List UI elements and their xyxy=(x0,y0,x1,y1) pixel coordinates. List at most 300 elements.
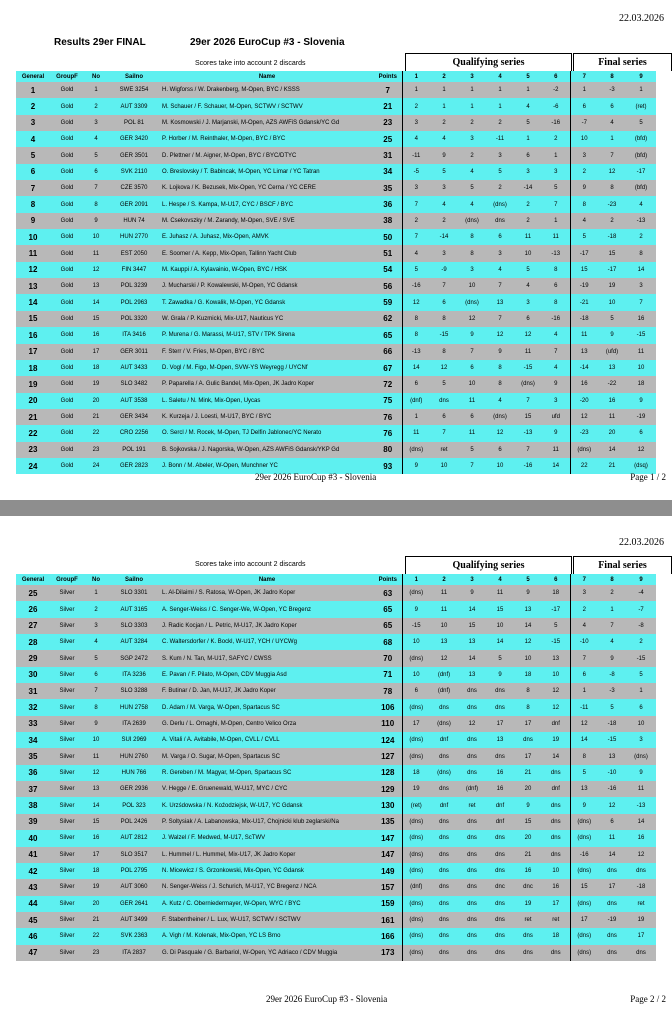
cell-race-6: dnf xyxy=(551,720,560,727)
qualifying-series-header: Qualifying series xyxy=(405,556,572,574)
cell-race-8: 7 xyxy=(610,152,614,159)
cell-race-5: 7 xyxy=(526,397,530,404)
cell-group: Silver xyxy=(59,737,75,744)
cell-race-5: 12 xyxy=(524,332,532,339)
cell-race-3: 13 xyxy=(468,639,476,646)
cell-race-2: 3 xyxy=(442,250,446,257)
cell-race-2: dns xyxy=(439,835,449,842)
cell-race-5: 17 xyxy=(524,720,532,727)
cell-race-9: 12 xyxy=(637,446,645,453)
cell-sailno: AUT 2812 xyxy=(120,835,148,842)
cell-race-8: 15 xyxy=(608,250,616,257)
cell-race-3: 10 xyxy=(468,381,476,388)
cell-race-6: 7 xyxy=(554,348,558,355)
table-row xyxy=(16,765,656,781)
cell-name: D. Vogl / M. Figo, M-Open, SVW-YS Weyregg / UYCNf xyxy=(162,365,308,372)
cell-race-4: dnc xyxy=(495,884,505,891)
cell-race-6: -13 xyxy=(551,250,561,257)
discard-note: Scores take into account 2 discards xyxy=(195,60,306,67)
cell-race-9: 6 xyxy=(639,430,643,437)
cell-race-6: 4 xyxy=(554,365,558,372)
cell-race-4: dns xyxy=(495,868,505,875)
cell-group: Gold xyxy=(60,266,74,273)
cell-race-5: 11 xyxy=(524,234,532,241)
cell-group: Silver xyxy=(59,818,75,825)
table-row xyxy=(16,147,656,163)
footer-event: 29er 2026 EuroCup #3 - Slovenia xyxy=(255,472,377,482)
cell-race-9: 3 xyxy=(639,737,643,744)
cell-race-1: 4 xyxy=(402,131,430,147)
header-race-8: 8 xyxy=(610,576,614,583)
table-row xyxy=(16,650,656,666)
table-row xyxy=(16,699,656,715)
cell-points: 65 xyxy=(383,330,393,340)
cell-group: Silver xyxy=(59,720,75,727)
cell-race-5: 21 xyxy=(524,851,532,858)
cell-general: 31 xyxy=(28,686,38,696)
cell-race-2: 4 xyxy=(442,136,446,143)
cell-no: 10 xyxy=(92,737,100,744)
cell-race-8: dns xyxy=(607,933,617,940)
cell-race-6: dnf xyxy=(551,786,560,793)
cell-group: Silver xyxy=(59,671,75,678)
cell-sailno: GER 2091 xyxy=(119,201,149,208)
cell-race-7: 3 xyxy=(570,585,598,601)
cell-race-6: dns xyxy=(550,818,561,825)
cell-points: 38 xyxy=(383,216,393,226)
cell-name: L. Saletu / N. Mink, Mix-Open, Uycas xyxy=(162,397,261,404)
cell-general: 47 xyxy=(28,948,38,958)
cell-race-2: -14 xyxy=(439,234,449,241)
cell-race-6: 19 xyxy=(552,737,560,744)
cell-race-1: -16 xyxy=(402,278,430,294)
cell-sailno: HUN 766 xyxy=(121,769,147,776)
cell-group: Silver xyxy=(59,639,75,646)
header-race-9: 9 xyxy=(639,576,643,583)
cell-general: 16 xyxy=(28,330,38,340)
cell-race-3: 14 xyxy=(468,655,476,662)
cell-race-1: 11 xyxy=(402,425,430,441)
cell-race-7: 12 xyxy=(570,716,598,732)
cell-name: P. Paparella / A. Gulic Bandel, Mix-Open, JK Jadro Koper xyxy=(162,381,314,388)
cell-no: 9 xyxy=(94,217,98,224)
cell-race-4: 1 xyxy=(498,87,502,94)
cell-sailno: POL 2795 xyxy=(120,868,148,875)
cell-race-6: 10 xyxy=(552,868,560,875)
header-group: GroupF xyxy=(56,73,78,80)
cell-race-7: 1 xyxy=(570,683,598,699)
cell-race-1: 7 xyxy=(402,229,430,245)
cell-race-3: 7 xyxy=(470,348,474,355)
header-no: No xyxy=(92,576,100,583)
cell-race-4: 6 xyxy=(498,234,502,241)
header-race-4: 4 xyxy=(498,576,502,583)
cell-sailno: SLO 3301 xyxy=(120,590,148,597)
cell-race-6: dns xyxy=(550,851,561,858)
cell-race-6: 14 xyxy=(552,753,560,760)
cell-race-3: dns xyxy=(467,769,477,776)
cell-general: 12 xyxy=(28,265,38,275)
cell-race-5: dns xyxy=(523,949,533,956)
cell-group: Silver xyxy=(59,949,75,956)
cell-race-7: (dns) xyxy=(570,863,598,879)
cell-race-2: dns xyxy=(439,818,449,825)
cell-race-8: -19 xyxy=(607,917,617,924)
cell-name: L. Hummel / L. Hummel, Mix-U17, JK Jadro Koper xyxy=(162,851,296,858)
cell-general: 33 xyxy=(28,719,38,729)
cell-name: J. Radic Kocjan / L. Petric, M-U17, JK Jadro Koper xyxy=(162,622,297,629)
cell-points: 71 xyxy=(383,670,393,680)
cell-points: 147 xyxy=(381,833,395,843)
cell-points: 70 xyxy=(383,654,393,664)
event-title: 29er 2026 EuroCup #3 - Slovenia xyxy=(190,37,345,48)
cell-no: 15 xyxy=(92,818,100,825)
table-row xyxy=(16,360,656,376)
cell-general: 23 xyxy=(28,445,38,455)
cell-race-7: 22 xyxy=(570,458,598,474)
cell-sailno: GER 3420 xyxy=(119,136,149,143)
cell-name: T. Zawadka / G. Kowalik, M-Open, YC Gdansk xyxy=(162,299,286,306)
cell-race-4: 17 xyxy=(496,720,504,727)
cell-sailno: AUT 3284 xyxy=(120,639,148,646)
cell-race-1: (dns) xyxy=(402,748,430,764)
cell-race-8: 6 xyxy=(610,818,614,825)
cell-no: 7 xyxy=(94,185,98,192)
final-series-header: Final series xyxy=(573,556,672,574)
cell-race-4: (dns) xyxy=(493,414,507,421)
cell-race-3: dns xyxy=(467,851,477,858)
cell-name: M. Kosmowski / J. Marjanski, M-Open, AZS AWFiS Gdansk/YC Gd xyxy=(162,119,340,126)
cell-group: Silver xyxy=(59,884,75,891)
cell-race-3: (dns) xyxy=(465,217,479,224)
cell-general: 39 xyxy=(28,817,38,827)
cell-race-6: 18 xyxy=(552,590,560,597)
cell-general: 4 xyxy=(30,134,36,144)
cell-sailno: CZE 3570 xyxy=(120,185,148,192)
cell-race-8: -23 xyxy=(607,201,617,208)
header-general: General xyxy=(21,73,45,80)
header-group: GroupF xyxy=(56,576,78,583)
footer-event: 29er 2026 EuroCup #3 - Slovenia xyxy=(266,994,388,1004)
cell-name: K. Kurzeja / J. Loesti, M-U17, BYC / BYC xyxy=(162,414,272,421)
cell-name: O. Sercl / M. Rocek, M-Open, TJ Delfin Jablonec/YC Nerato xyxy=(162,430,322,437)
cell-race-5: 9 xyxy=(526,802,530,809)
cell-group: Gold xyxy=(60,152,74,159)
cell-race-2: dns xyxy=(439,900,449,907)
cell-group: Gold xyxy=(60,365,74,372)
table-row xyxy=(16,213,656,229)
cell-race-2: dns xyxy=(439,949,449,956)
cell-race-9: (dns) xyxy=(634,753,648,760)
cell-race-5: 13 xyxy=(524,606,532,613)
cell-no: 15 xyxy=(92,315,100,322)
final-series-header: Final series xyxy=(573,53,672,71)
cell-name: M. Schauer / F. Schauer, M-Open, SCTWV / SCTWV xyxy=(162,103,303,110)
cell-race-7: 8 xyxy=(570,196,598,212)
cell-race-7: 13 xyxy=(570,344,598,360)
table-row xyxy=(16,945,656,961)
cell-race-3: 4 xyxy=(470,201,474,208)
cell-sailno: ITA 2837 xyxy=(122,949,146,956)
results-title: Results 29er FINAL xyxy=(54,37,146,48)
table-row xyxy=(16,245,656,261)
cell-general: 24 xyxy=(28,461,38,471)
cell-race-6: 11 xyxy=(552,446,559,453)
cell-race-3: dns xyxy=(467,949,477,956)
cell-general: 10 xyxy=(28,232,38,242)
cell-name: D. Adam / M. Varga, W-Open, Spartacus SC xyxy=(162,704,280,711)
cell-race-2: 8 xyxy=(442,315,446,322)
cell-race-5: 2 xyxy=(526,201,530,208)
cell-points: 65 xyxy=(383,621,393,631)
cell-race-8: 8 xyxy=(610,185,614,192)
cell-points: 149 xyxy=(381,866,395,876)
cell-points: 130 xyxy=(381,801,395,811)
cell-race-1: -11 xyxy=(402,147,430,163)
cell-sailno: POL 2963 xyxy=(120,299,148,306)
cell-race-3: dns xyxy=(467,835,477,842)
cell-race-1: 6 xyxy=(402,376,430,392)
cell-general: 26 xyxy=(28,605,38,615)
cell-general: 46 xyxy=(28,931,38,941)
cell-race-4: 16 xyxy=(496,769,504,776)
cell-race-5: 11 xyxy=(524,348,532,355)
cell-sailno: AUT 3538 xyxy=(120,397,148,404)
table-row xyxy=(16,912,656,928)
cell-race-4: 9 xyxy=(498,348,502,355)
cell-points: 51 xyxy=(383,249,393,259)
table-row xyxy=(16,781,656,797)
cell-race-5: 4 xyxy=(526,283,530,290)
cell-group: Silver xyxy=(59,917,75,924)
cell-race-4: 9 xyxy=(498,671,502,678)
cell-race-3: 6 xyxy=(470,365,474,372)
cell-race-5: 3 xyxy=(526,168,530,175)
cell-race-8: -3 xyxy=(609,688,615,695)
cell-race-1: 3 xyxy=(402,180,430,196)
cell-sailno: SLO 3517 xyxy=(120,851,148,858)
header-points: Points xyxy=(378,576,397,583)
cell-race-4: 16 xyxy=(496,786,504,793)
cell-race-5: 19 xyxy=(524,900,532,907)
cell-group: Silver xyxy=(59,868,75,875)
cell-general: 20 xyxy=(28,396,38,406)
cell-group: Gold xyxy=(60,185,74,192)
cell-race-5: 5 xyxy=(526,266,530,273)
cell-name: E. Soomer / A. Kepp, Mix-Open, Tallinn Yacht Club xyxy=(162,250,297,257)
table-row xyxy=(16,732,656,748)
cell-sailno: POL 2426 xyxy=(120,818,148,825)
table-row xyxy=(16,847,656,863)
cell-race-3: 9 xyxy=(470,590,474,597)
cell-race-6: 6 xyxy=(554,283,558,290)
table-row xyxy=(16,164,656,180)
cell-race-8: 1 xyxy=(610,606,614,613)
table-row xyxy=(16,830,656,846)
cell-general: 18 xyxy=(28,363,38,373)
cell-race-3: dns xyxy=(467,917,477,924)
cell-group: Gold xyxy=(60,234,74,241)
table-row xyxy=(16,601,656,617)
cell-group: Gold xyxy=(60,250,74,257)
cell-race-8: 5 xyxy=(610,704,614,711)
cell-race-2: dns xyxy=(439,917,449,924)
cell-race-9: ret xyxy=(637,900,645,907)
cell-group: Gold xyxy=(60,315,74,322)
cell-race-9: 10 xyxy=(637,365,645,372)
cell-no: 12 xyxy=(92,266,100,273)
cell-sailno: HUN 74 xyxy=(123,217,145,224)
cell-race-2: 9 xyxy=(442,152,446,159)
cell-general: 29 xyxy=(28,654,38,664)
cell-race-8: -18 xyxy=(607,234,617,241)
cell-race-8: 14 xyxy=(608,851,616,858)
cell-general: 17 xyxy=(28,347,38,357)
table-row xyxy=(16,344,656,360)
cell-no: 10 xyxy=(92,234,100,241)
table-row xyxy=(16,98,656,114)
header-race-5: 5 xyxy=(526,576,530,583)
cell-race-2: 5 xyxy=(442,168,446,175)
cell-race-1: (dns) xyxy=(402,732,430,748)
cell-race-8: 2 xyxy=(610,590,614,597)
cell-race-6: ufd xyxy=(551,414,560,421)
cell-race-9: 9 xyxy=(639,769,643,776)
cell-race-2: ret xyxy=(440,446,448,453)
cell-race-7: 4 xyxy=(570,618,598,634)
cell-race-1: 10 xyxy=(402,634,430,650)
cell-points: 147 xyxy=(381,850,395,860)
cell-no: 11 xyxy=(92,753,100,760)
cell-points: 157 xyxy=(381,882,395,892)
cell-race-9: 5 xyxy=(639,119,643,126)
cell-group: Silver xyxy=(59,622,75,629)
cell-race-3: 6 xyxy=(470,414,474,421)
cell-race-7: 4 xyxy=(570,213,598,229)
cell-race-5: -14 xyxy=(523,185,533,192)
table-row xyxy=(16,634,656,650)
cell-race-7: -7 xyxy=(570,115,598,131)
cell-race-2: dns xyxy=(439,884,449,891)
cell-race-2: 12 xyxy=(440,655,448,662)
cell-no: 20 xyxy=(92,397,100,404)
cell-race-4: 7 xyxy=(498,283,502,290)
cell-race-7: -11 xyxy=(570,699,598,715)
cell-race-9: (bfd) xyxy=(634,152,648,159)
header-race-6: 6 xyxy=(554,73,558,80)
cell-name: M. Varga / O. Sugar, M-Open, Spartacus SC xyxy=(162,753,280,760)
cell-group: Silver xyxy=(59,769,75,776)
cell-race-7: 6 xyxy=(570,98,598,114)
cell-points: 21 xyxy=(383,102,393,112)
cell-race-2: dns xyxy=(439,868,449,875)
cell-race-1: 17 xyxy=(402,716,430,732)
cell-race-8: -3 xyxy=(609,87,615,94)
cell-race-3: 3 xyxy=(470,136,474,143)
page-separator xyxy=(0,500,672,516)
cell-points: 66 xyxy=(383,347,393,357)
cell-sailno: GER 3434 xyxy=(119,414,149,421)
cell-general: 32 xyxy=(28,703,38,713)
cell-group: Gold xyxy=(60,119,74,126)
cell-race-4: 12 xyxy=(496,332,504,339)
cell-sailno: AUT 3499 xyxy=(120,917,148,924)
cell-general: 28 xyxy=(28,637,38,647)
cell-race-8: 1 xyxy=(610,136,614,143)
cell-general: 8 xyxy=(30,200,36,210)
cell-race-7: (dns) xyxy=(570,814,598,830)
cell-race-8: 13 xyxy=(608,753,616,760)
cell-points: 63 xyxy=(383,588,393,598)
header-race-1: 1 xyxy=(402,574,430,585)
cell-race-2: (dns) xyxy=(437,769,451,776)
cell-general: 41 xyxy=(28,850,38,860)
cell-points: 36 xyxy=(383,200,393,210)
cell-race-8: 13 xyxy=(608,365,616,372)
cell-race-6: -2 xyxy=(553,87,559,94)
cell-race-3: 10 xyxy=(468,283,476,290)
cell-race-8: 12 xyxy=(608,168,616,175)
cell-race-8: -15 xyxy=(607,737,617,744)
cell-race-9: -17 xyxy=(636,168,646,175)
cell-race-9: dns xyxy=(636,949,646,956)
cell-no: 24 xyxy=(92,463,100,470)
cell-points: 50 xyxy=(383,232,393,242)
cell-race-9: 1 xyxy=(639,87,643,94)
cell-race-6: 1 xyxy=(554,217,558,224)
cell-race-9: 2 xyxy=(639,639,643,646)
cell-sailno: SLO 3288 xyxy=(120,688,148,695)
cell-race-8: 20 xyxy=(608,430,616,437)
cell-race-4: dns xyxy=(495,217,505,224)
cell-race-6: -16 xyxy=(551,119,561,126)
cell-race-2: 4 xyxy=(442,201,446,208)
cell-race-1: (dnf) xyxy=(402,879,430,895)
cell-race-9: 18 xyxy=(637,381,645,388)
cell-race-3: dns xyxy=(467,900,477,907)
cell-race-6: 3 xyxy=(554,168,558,175)
cell-race-1: 9 xyxy=(402,458,430,474)
table-row xyxy=(16,863,656,879)
cell-general: 36 xyxy=(28,768,38,778)
cell-race-3: 8 xyxy=(470,250,474,257)
cell-race-6: 11 xyxy=(552,234,559,241)
table-header-row xyxy=(16,71,656,82)
table-row xyxy=(16,442,656,458)
cell-race-6: -17 xyxy=(551,606,561,613)
cell-race-2: 6 xyxy=(442,414,446,421)
cell-name: M. Kauppi / A. Kylavainio, W-Open, BYC / HSK xyxy=(162,266,287,273)
header-general: General xyxy=(21,576,45,583)
cell-race-3: 1 xyxy=(470,87,474,94)
header-race-1: 1 xyxy=(402,71,430,82)
cell-points: 129 xyxy=(381,784,395,794)
cell-no: 21 xyxy=(92,917,100,924)
cell-race-2: (dns) xyxy=(437,720,451,727)
cell-race-5: dns xyxy=(523,933,533,940)
cell-points: 127 xyxy=(381,752,395,762)
cell-no: 5 xyxy=(94,152,98,159)
cell-race-1: 8 xyxy=(402,327,430,343)
cell-race-9: 11 xyxy=(637,786,645,793)
cell-race-3: ret xyxy=(468,802,476,809)
cell-no: 18 xyxy=(92,868,100,875)
cell-no: 1 xyxy=(94,87,98,94)
cell-race-2: dnf xyxy=(439,737,449,744)
cell-race-4: dns xyxy=(495,688,505,695)
cell-race-7: 15 xyxy=(570,262,598,278)
table-row xyxy=(16,585,656,601)
